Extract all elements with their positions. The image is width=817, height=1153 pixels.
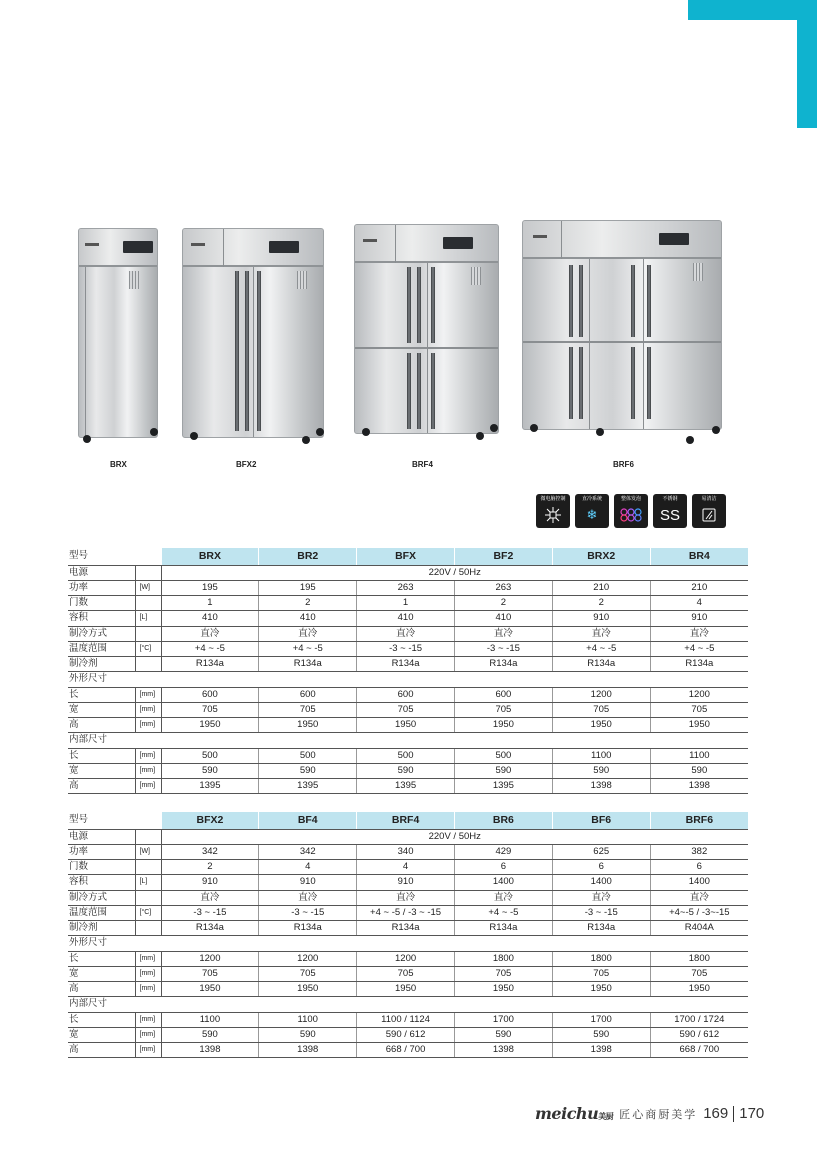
table-cell: 1 xyxy=(161,596,259,611)
brand-logo: meichu美厨 xyxy=(535,1104,614,1123)
fridge-image xyxy=(354,224,499,434)
row-label: 高 xyxy=(68,1043,135,1058)
table-cell: 直冷 xyxy=(161,890,259,905)
table-cell: 590 xyxy=(552,763,650,778)
section-row xyxy=(68,672,748,687)
row-unit xyxy=(135,921,161,936)
table-cell: 500 xyxy=(161,748,259,763)
table-row xyxy=(68,565,748,580)
row-label: 高 xyxy=(68,982,135,997)
row-unit: [L] xyxy=(135,875,161,890)
table-row xyxy=(68,657,748,672)
table-cell: R134a xyxy=(357,657,455,672)
table-cell: 500 xyxy=(259,748,357,763)
table-cell: 705 xyxy=(454,702,552,717)
table-cell: R134a xyxy=(454,921,552,936)
row-unit: [mm] xyxy=(135,718,161,733)
table-cell: 600 xyxy=(259,687,357,702)
row-label: 长 xyxy=(68,748,135,763)
table-cell: 590 xyxy=(161,1027,259,1042)
power-supply-value: 220V / 50Hz xyxy=(161,565,748,580)
row-unit xyxy=(135,626,161,641)
table-cell: R134a xyxy=(259,921,357,936)
table-cell: 342 xyxy=(161,844,259,859)
table-cell: 1800 xyxy=(454,951,552,966)
table-cell: 1700 / 1724 xyxy=(650,1012,748,1027)
table-cell: 1950 xyxy=(357,718,455,733)
row-unit xyxy=(135,565,161,580)
table-cell: 263 xyxy=(454,580,552,595)
table-cell: 1395 xyxy=(454,779,552,794)
table-row xyxy=(68,875,748,890)
row-unit: [mm] xyxy=(135,702,161,717)
table-cell: 1100 xyxy=(650,748,748,763)
header-label: 型号 xyxy=(68,548,135,565)
feature-badge xyxy=(575,494,609,528)
table-cell: 429 xyxy=(454,844,552,859)
table-cell: -3 ~ -15 xyxy=(161,905,259,920)
table-row xyxy=(68,580,748,595)
table-cell: 590 xyxy=(357,763,455,778)
table-cell: 1950 xyxy=(650,718,748,733)
table-row xyxy=(68,982,748,997)
table-cell: 590 xyxy=(259,763,357,778)
table-cell: 直冷 xyxy=(650,890,748,905)
section-label: 外形尺寸 xyxy=(68,672,748,687)
row-unit xyxy=(135,890,161,905)
table-cell: 直冷 xyxy=(357,890,455,905)
table-cell: 1398 xyxy=(161,1043,259,1058)
table-cell: 1 xyxy=(357,596,455,611)
row-label: 制冷方式 xyxy=(68,626,135,641)
feature-icons xyxy=(536,494,726,528)
row-label: 长 xyxy=(68,951,135,966)
table-cell: 410 xyxy=(454,611,552,626)
header-unit-cell xyxy=(135,548,161,565)
feature-label: 易清洁 xyxy=(701,496,717,502)
feature-label: 微电脑控制 xyxy=(540,496,566,502)
table-cell: R134a xyxy=(552,657,650,672)
table-cell: 1398 xyxy=(454,1043,552,1058)
table-cell: 625 xyxy=(552,844,650,859)
model-header: BRX2 xyxy=(552,548,650,565)
row-label: 功率 xyxy=(68,580,135,595)
table-row xyxy=(68,718,748,733)
table-cell: 6 xyxy=(454,860,552,875)
table-cell: 590 xyxy=(454,1027,552,1042)
table-cell: 1395 xyxy=(357,779,455,794)
spec-table-2 xyxy=(68,812,748,1058)
table-cell: 2 xyxy=(161,860,259,875)
table-cell: 705 xyxy=(357,966,455,981)
row-label: 高 xyxy=(68,779,135,794)
product-model-label: BFX2 xyxy=(236,460,257,469)
section-row xyxy=(68,997,748,1012)
row-unit: [W] xyxy=(135,844,161,859)
table-cell: 340 xyxy=(357,844,455,859)
table-row xyxy=(68,951,748,966)
table-cell: +4 ~ -5 / -3 ~ -15 xyxy=(357,905,455,920)
row-label: 电源 xyxy=(68,565,135,580)
table-row xyxy=(68,844,748,859)
table-row xyxy=(68,626,748,641)
row-label: 温度范围 xyxy=(68,641,135,656)
table-cell: 705 xyxy=(650,966,748,981)
table-row xyxy=(68,763,748,778)
table-cell: 6 xyxy=(650,860,748,875)
table-cell: 直冷 xyxy=(259,626,357,641)
table-cell: 1398 xyxy=(552,1043,650,1058)
table-cell: 直冷 xyxy=(161,626,259,641)
table-cell: 4 xyxy=(650,596,748,611)
model-header: BF2 xyxy=(454,548,552,565)
table-cell: 1950 xyxy=(259,718,357,733)
table-cell: R134a xyxy=(259,657,357,672)
row-unit: [mm] xyxy=(135,951,161,966)
table-cell: 500 xyxy=(357,748,455,763)
row-label: 容积 xyxy=(68,875,135,890)
table-cell: 590 xyxy=(552,1027,650,1042)
table-cell: 600 xyxy=(161,687,259,702)
row-label: 功率 xyxy=(68,844,135,859)
table-cell: 210 xyxy=(552,580,650,595)
table-cell: 705 xyxy=(357,702,455,717)
table-cell: -3 ~ -15 xyxy=(454,641,552,656)
table-row xyxy=(68,702,748,717)
row-unit xyxy=(135,596,161,611)
row-label: 制冷方式 xyxy=(68,890,135,905)
snowflake-icon: ❄ xyxy=(586,507,598,522)
product-model-label: BRF4 xyxy=(412,460,433,469)
row-label: 长 xyxy=(68,687,135,702)
table-cell: 1100 xyxy=(552,748,650,763)
table-cell: 1950 xyxy=(259,982,357,997)
table-cell: 705 xyxy=(552,702,650,717)
table-cell: R134a xyxy=(650,657,748,672)
table-cell: 1200 xyxy=(259,951,357,966)
table-cell: +4 ~ -5 xyxy=(650,641,748,656)
table-cell: +4 ~ -5 xyxy=(259,641,357,656)
table-cell: 1200 xyxy=(552,687,650,702)
table-row xyxy=(68,860,748,875)
row-unit: [°C] xyxy=(135,641,161,656)
table-cell: 342 xyxy=(259,844,357,859)
row-unit: [mm] xyxy=(135,982,161,997)
table-cell: 705 xyxy=(650,702,748,717)
table-cell: 1400 xyxy=(552,875,650,890)
table-cell: 705 xyxy=(454,966,552,981)
row-label: 电源 xyxy=(68,829,135,844)
table-cell: +4 ~ -5 xyxy=(454,905,552,920)
model-header: BRF6 xyxy=(650,812,748,829)
table-cell: 382 xyxy=(650,844,748,859)
table-cell: 1950 xyxy=(161,718,259,733)
fridge-image xyxy=(78,228,158,438)
row-unit: [L] xyxy=(135,611,161,626)
table-cell: 195 xyxy=(161,580,259,595)
table-cell: -3 ~ -15 xyxy=(357,641,455,656)
section-label: 内部尺寸 xyxy=(68,733,748,748)
table-cell: 1950 xyxy=(161,982,259,997)
table-cell: 1395 xyxy=(259,779,357,794)
table-cell: 705 xyxy=(259,966,357,981)
row-label: 制冷剂 xyxy=(68,657,135,672)
table-cell: 668 / 700 xyxy=(650,1043,748,1058)
table-cell: 1100 xyxy=(161,1012,259,1027)
table-cell: 910 xyxy=(650,611,748,626)
table-cell: 590 xyxy=(259,1027,357,1042)
table-cell: 590 xyxy=(454,763,552,778)
table-cell: R134a xyxy=(161,657,259,672)
section-row xyxy=(68,733,748,748)
table-cell: 410 xyxy=(161,611,259,626)
table-cell: 590 / 612 xyxy=(650,1027,748,1042)
table-cell: 1950 xyxy=(650,982,748,997)
table-row xyxy=(68,829,748,844)
circuit-icon xyxy=(542,506,564,524)
row-unit: [mm] xyxy=(135,1027,161,1042)
table-row xyxy=(68,1043,748,1058)
row-label: 宽 xyxy=(68,1027,135,1042)
product-model-label: BRF6 xyxy=(613,460,634,469)
foam-icon xyxy=(620,506,642,524)
feature-label: 直冷系统 xyxy=(581,496,602,502)
section-label: 外形尺寸 xyxy=(68,936,748,951)
row-label: 宽 xyxy=(68,966,135,981)
table-cell: +4 ~ -5 xyxy=(552,641,650,656)
table-cell: 1800 xyxy=(552,951,650,966)
table-cell: 4 xyxy=(357,860,455,875)
table-cell: 210 xyxy=(650,580,748,595)
table-cell: +4 ~ -5 xyxy=(161,641,259,656)
fridge-image xyxy=(182,228,324,438)
feature-badge xyxy=(653,494,687,528)
table-cell: 1398 xyxy=(650,779,748,794)
table-cell: 1950 xyxy=(454,982,552,997)
table-row xyxy=(68,748,748,763)
page-number-left: 169 xyxy=(703,1105,729,1122)
table-cell: 668 / 700 xyxy=(357,1043,455,1058)
table-cell: -3 ~ -15 xyxy=(552,905,650,920)
table-cell: 590 xyxy=(161,763,259,778)
table-cell: 600 xyxy=(454,687,552,702)
table-cell: R134a xyxy=(161,921,259,936)
table-row xyxy=(68,596,748,611)
model-header: BFX xyxy=(357,548,455,565)
row-label: 长 xyxy=(68,1012,135,1027)
ss-icon: SS xyxy=(659,506,680,524)
table-row xyxy=(68,921,748,936)
table-cell: 1100 / 1124 xyxy=(357,1012,455,1027)
power-supply-value: 220V / 50Hz xyxy=(161,829,748,844)
row-label: 门数 xyxy=(68,860,135,875)
feature-badge xyxy=(536,494,570,528)
table-cell: 705 xyxy=(552,966,650,981)
table-cell: 1950 xyxy=(552,982,650,997)
table-cell: R134a xyxy=(552,921,650,936)
table-cell: 1950 xyxy=(552,718,650,733)
table-cell: 590 xyxy=(650,763,748,778)
table-cell: R404A xyxy=(650,921,748,936)
header-label: 型号 xyxy=(68,812,135,829)
table-cell: 直冷 xyxy=(552,890,650,905)
table-cell: 4 xyxy=(259,860,357,875)
table-cell: 1200 xyxy=(161,951,259,966)
row-label: 门数 xyxy=(68,596,135,611)
table-cell: 705 xyxy=(259,702,357,717)
row-label: 容积 xyxy=(68,611,135,626)
table-cell: 2 xyxy=(454,596,552,611)
cleaning-icon xyxy=(698,506,720,524)
fridge-image xyxy=(522,220,722,430)
model-header: BRX xyxy=(161,548,259,565)
table-row xyxy=(68,611,748,626)
row-unit xyxy=(135,657,161,672)
table-cell: 1950 xyxy=(454,718,552,733)
table-cell: 910 xyxy=(552,611,650,626)
table-row xyxy=(68,966,748,981)
table-cell: 1400 xyxy=(454,875,552,890)
page-number-right: 170 xyxy=(739,1105,765,1122)
table-cell: 590 / 612 xyxy=(357,1027,455,1042)
table-cell: 1398 xyxy=(259,1043,357,1058)
table-cell: 1950 xyxy=(357,982,455,997)
feature-label: 不锈钢 xyxy=(662,496,678,502)
page-numbers xyxy=(703,1105,764,1122)
table-cell: 直冷 xyxy=(357,626,455,641)
table-cell: 410 xyxy=(259,611,357,626)
feature-label: 整体发泡 xyxy=(620,496,641,502)
table-cell: 1700 xyxy=(552,1012,650,1027)
row-unit: [mm] xyxy=(135,966,161,981)
spec-table-1 xyxy=(68,548,748,794)
row-label: 宽 xyxy=(68,702,135,717)
table-row xyxy=(68,641,748,656)
row-unit: [W] xyxy=(135,580,161,595)
model-header: BR6 xyxy=(454,812,552,829)
table-cell: 6 xyxy=(552,860,650,875)
table-cell: 直冷 xyxy=(650,626,748,641)
brand-slogan: 匠心商厨美学 xyxy=(619,1108,698,1121)
table-row xyxy=(68,1012,748,1027)
table-cell: 1200 xyxy=(650,687,748,702)
row-unit: [mm] xyxy=(135,1012,161,1027)
row-unit: [mm] xyxy=(135,748,161,763)
model-header: BF6 xyxy=(552,812,650,829)
table-cell: 直冷 xyxy=(259,890,357,905)
corner-accent-bar xyxy=(797,0,817,128)
row-unit xyxy=(135,860,161,875)
row-label: 温度范围 xyxy=(68,905,135,920)
row-label: 制冷剂 xyxy=(68,921,135,936)
table-cell: 705 xyxy=(161,702,259,717)
row-unit: [mm] xyxy=(135,763,161,778)
table-header-row xyxy=(68,812,748,829)
feature-badge xyxy=(614,494,648,528)
model-header: BF4 xyxy=(259,812,357,829)
row-unit: [mm] xyxy=(135,687,161,702)
row-label: 宽 xyxy=(68,763,135,778)
row-unit: [mm] xyxy=(135,1043,161,1058)
table-cell: 910 xyxy=(161,875,259,890)
table-cell: 1700 xyxy=(454,1012,552,1027)
model-header: BFX2 xyxy=(161,812,259,829)
table-cell: 600 xyxy=(357,687,455,702)
table-cell: 1100 xyxy=(259,1012,357,1027)
table-row xyxy=(68,905,748,920)
table-cell: 1200 xyxy=(357,951,455,966)
table-cell: R134a xyxy=(454,657,552,672)
table-cell: +4~-5 / -3~-15 xyxy=(650,905,748,920)
section-label: 内部尺寸 xyxy=(68,997,748,1012)
table-cell: 195 xyxy=(259,580,357,595)
table-cell: 1400 xyxy=(650,875,748,890)
table-cell: -3 ~ -15 xyxy=(259,905,357,920)
table-row xyxy=(68,890,748,905)
table-cell: 直冷 xyxy=(552,626,650,641)
page-footer xyxy=(535,1104,764,1123)
product-model-label: BRX xyxy=(110,460,127,469)
table-cell: 2 xyxy=(259,596,357,611)
row-label: 高 xyxy=(68,718,135,733)
table-cell: 直冷 xyxy=(454,626,552,641)
section-row xyxy=(68,936,748,951)
table-row xyxy=(68,687,748,702)
table-cell: 263 xyxy=(357,580,455,595)
table-cell: 910 xyxy=(357,875,455,890)
table-cell: 1395 xyxy=(161,779,259,794)
table-cell: 410 xyxy=(357,611,455,626)
table-header-row xyxy=(68,548,748,565)
table-cell: 2 xyxy=(552,596,650,611)
table-cell: R134a xyxy=(357,921,455,936)
row-unit: [°C] xyxy=(135,905,161,920)
table-cell: 910 xyxy=(259,875,357,890)
header-unit-cell xyxy=(135,812,161,829)
model-header: BRF4 xyxy=(357,812,455,829)
table-cell: 705 xyxy=(161,966,259,981)
model-header: BR2 xyxy=(259,548,357,565)
feature-badge xyxy=(692,494,726,528)
table-row xyxy=(68,779,748,794)
row-unit xyxy=(135,829,161,844)
model-header: BR4 xyxy=(650,548,748,565)
table-row xyxy=(68,1027,748,1042)
row-unit: [mm] xyxy=(135,779,161,794)
table-cell: 1398 xyxy=(552,779,650,794)
table-cell: 直冷 xyxy=(454,890,552,905)
table-cell: 500 xyxy=(454,748,552,763)
table-cell: 1800 xyxy=(650,951,748,966)
